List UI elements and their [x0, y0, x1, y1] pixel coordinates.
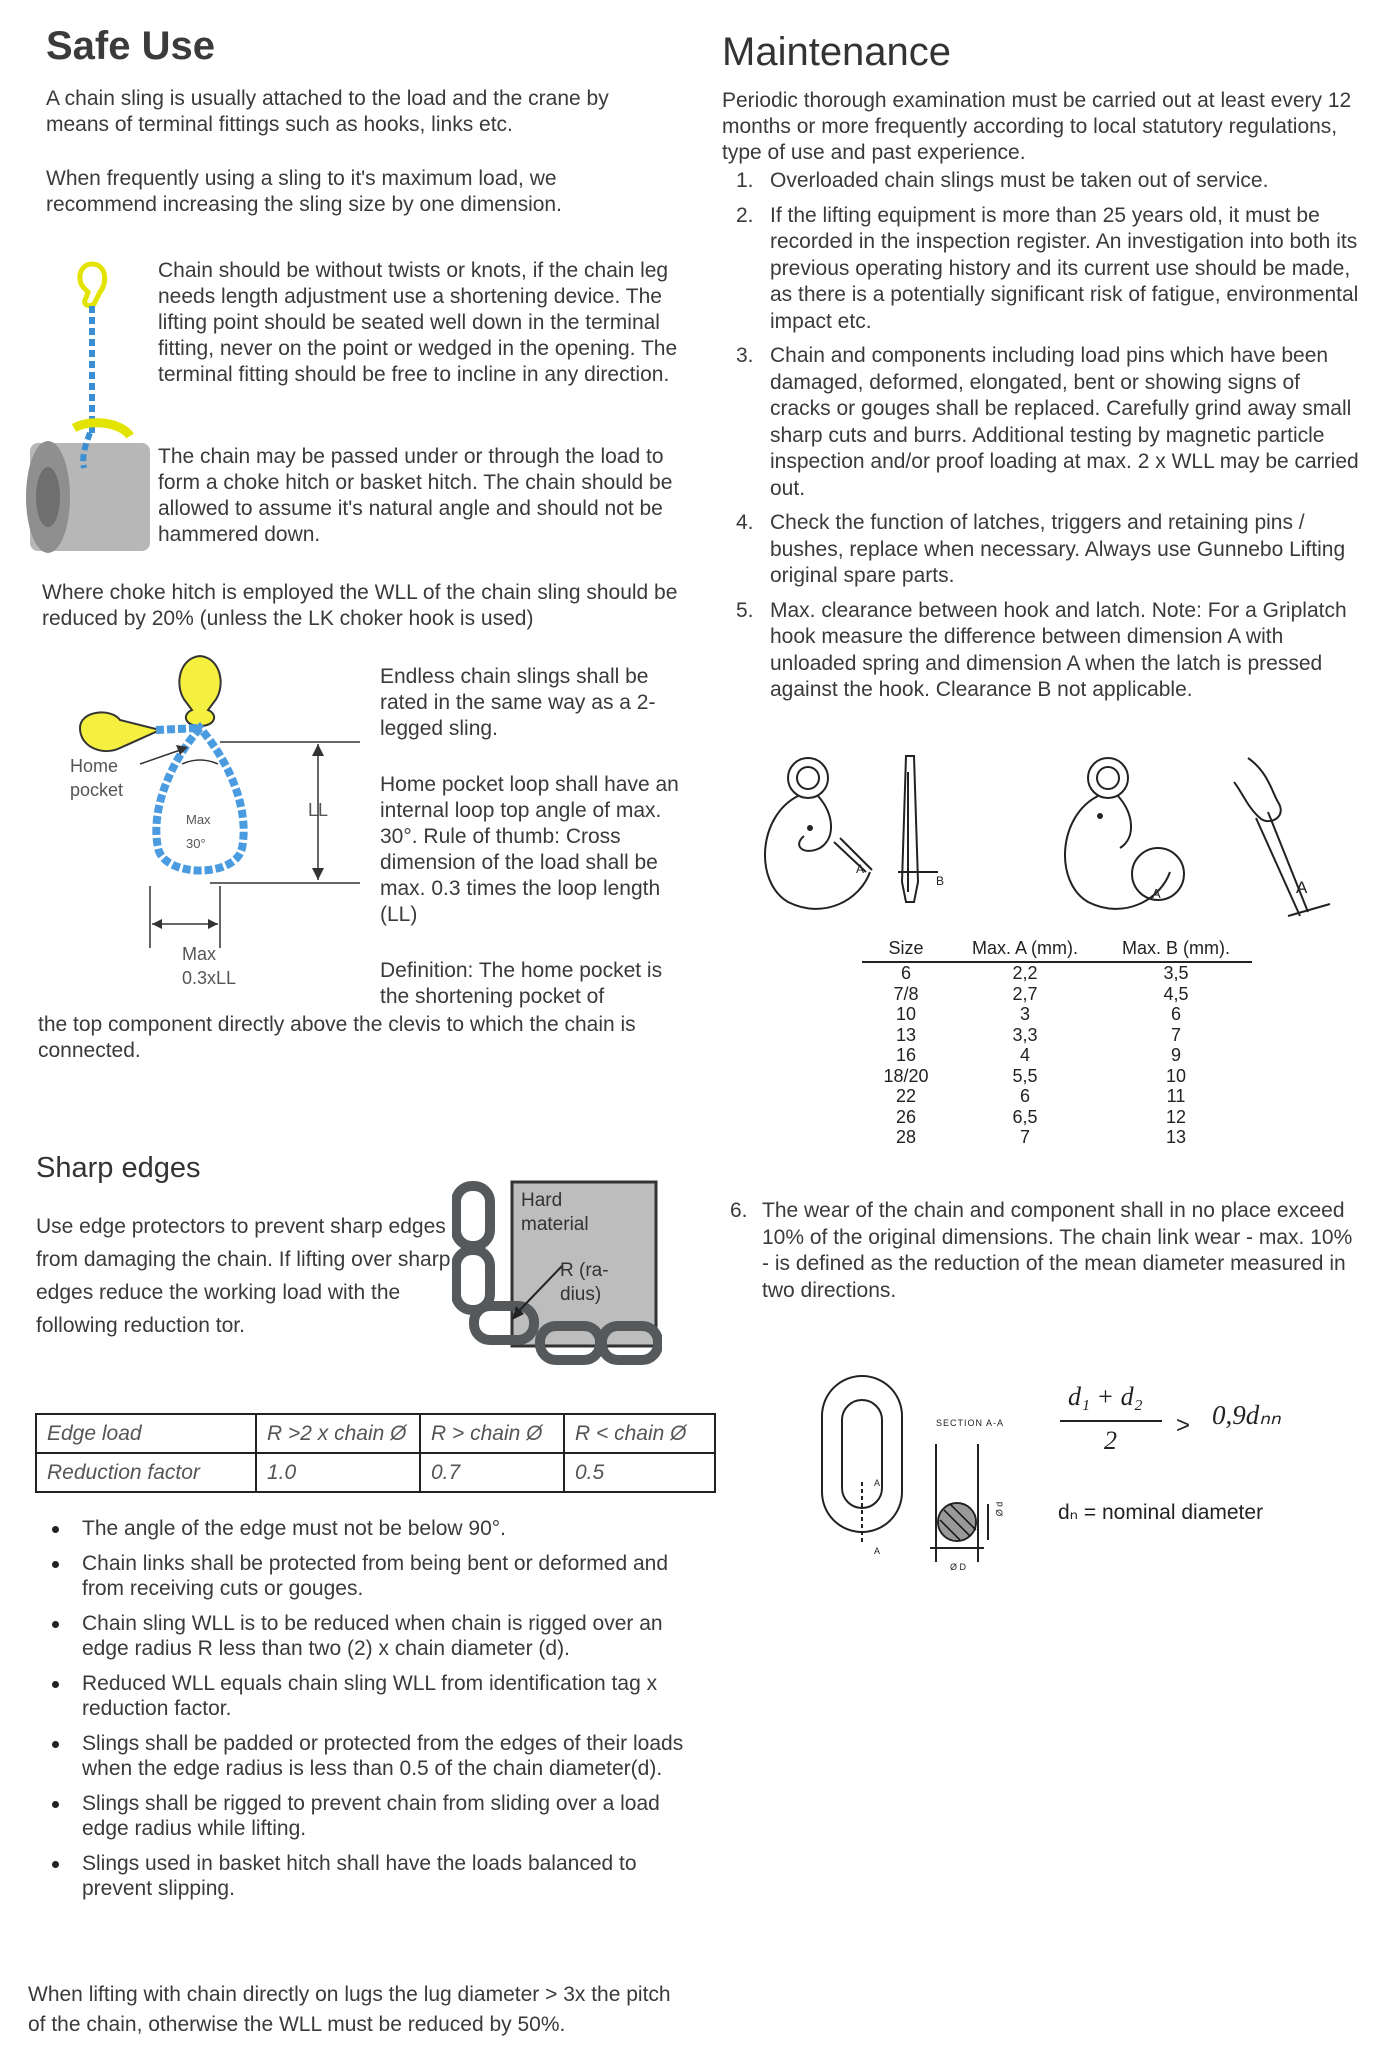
edge-reduction-table — [35, 1413, 716, 1493]
pocket-label: pocket — [70, 780, 124, 800]
formula-fraction-bar — [1060, 1420, 1162, 1422]
table-cell: 1.0 — [256, 1453, 420, 1492]
table-row: 28 7 13 — [895, 1127, 1187, 1148]
list-item: Chain sling WLL is to be reduced when chain is rigged over an edge radius R less than two (2) x chain diameter (d). — [36, 1611, 686, 1662]
list-item: Chain links shall be protected from being bent or deformed and from receiving cuts or gouges. — [36, 1551, 686, 1602]
section-a-top-label: A — [874, 1478, 881, 1488]
hook-a-label-1: A — [856, 862, 865, 876]
chain-link-section-diagram — [820, 1372, 1020, 1562]
clearance-table — [862, 938, 1252, 1148]
table-row — [36, 1414, 715, 1453]
hook-b-label: B — [936, 874, 945, 888]
table-row: 7/8 2,7 4,5 — [893, 983, 1189, 1004]
bottom-max-label: Max — [182, 944, 217, 964]
safe-use-max-load: When frequently using a sling to it's maximum load, we recommend increasing the sling size by one dimension. — [46, 167, 562, 216]
table-cell: Edge load — [36, 1414, 256, 1453]
section-D-label: Ø D — [950, 1562, 967, 1572]
table-header: Size — [862, 938, 950, 962]
maintenance-item-6: 6. The wear of the chain and component shall in no place exceed 10% of the original dimensions. The chain link wear - max. 10% - is defined as the reduction of the mean diameter measured in two directions. — [730, 1199, 1353, 1302]
formula-numerator: d₁ + d₂ — [1068, 1382, 1143, 1411]
table-row: 6 2,2 3,5 — [900, 963, 1189, 984]
formula-greater-than: > — [1176, 1412, 1191, 1439]
chain-twists-text: Chain should be without twists or knots, if the chain leg needs length adjustment use a shortening device. The lifting point should be seated well down in the terminal fitting, never on the point or wedged in the opening. The terminal fitting should be free to incline in any direction. — [158, 259, 678, 386]
list-item: Slings shall be rigged to prevent chain from sliding over a load edge radius while lifting. — [36, 1791, 686, 1842]
max-angle-label: Max — [186, 812, 211, 827]
section-d-label: Ø d — [994, 1501, 1005, 1517]
list-item: 2. If the lifting equipment is more than 25 years old, it must be recorded in the inspection register. An investigation into both its previous operating history and its current use should be made, as there is a potentially significant risk of fatigue, environmental impact etc. — [736, 203, 1359, 333]
formula-denominator: 2 — [1104, 1426, 1117, 1455]
hook-a-label-3: A — [1296, 878, 1308, 897]
loop-length-label: LL — [308, 800, 329, 820]
material-label: material — [521, 1214, 589, 1235]
table-cell: R >2 x chain Ø — [256, 1414, 420, 1453]
table-cell: 0.7 — [420, 1453, 564, 1492]
section-a-bottom-label: A — [874, 1546, 881, 1556]
table-cell: R > chain Ø — [420, 1414, 564, 1453]
safe-use-title: Safe Use — [46, 24, 215, 68]
list-item: 4. Check the function of latches, triggers and retaining pins / bushes, replace when necessary. Always use Gunnebo Lifting original spare parts. — [736, 511, 1346, 587]
section-label: SECTION A-A — [936, 1418, 1005, 1428]
maintenance-intro: Periodic thorough examination must be carried out at least every 12 months or more frequently according to local statutory regulations, type of use and past experience. — [722, 89, 1352, 164]
sharp-edges-bullet-list — [36, 1516, 686, 1911]
list-item: 1. Overloaded chain slings must be taken out of service. — [736, 169, 1269, 192]
hook-clearance-drawings — [748, 752, 1368, 932]
hard-label: Hard — [521, 1190, 563, 1211]
list-item: Reduced WLL equals chain sling WLL from identification tag x reduction factor. — [36, 1671, 686, 1722]
home-label: Home — [70, 756, 119, 776]
table-row: 26 6,5 12 — [895, 1106, 1187, 1127]
choke-hitch-text: The chain may be passed under or through the load to form a choke hitch or basket hitch. The chain should be allowed to assume it's natural angle and should not be hammered down. — [158, 445, 673, 546]
maintenance-list — [722, 168, 1362, 712]
table-cell: Reduction factor — [36, 1453, 256, 1492]
bottom-value-label: 0.3xLL — [182, 968, 237, 988]
home-pocket-loop-text: Home pocket loop shall have an internal loop top angle of max. 30°. Rule of thumb: Cross dimension of the load shall be max. 0.3 times the loop length (LL) — [380, 773, 679, 926]
table-header-row — [862, 938, 1252, 962]
definition-text-2: the top component directly above the clevis to which the chain is connected. — [38, 1013, 636, 1062]
home-pocket-diagram — [60, 648, 380, 1008]
table-cell: R < chain Ø — [564, 1414, 715, 1453]
list-item: Slings shall be padded or protected from the edges of their loads when the edge radius is less than 0.5 of the chain diameter(d). — [36, 1731, 686, 1782]
table-header: Max. A (mm). — [950, 938, 1100, 962]
list-item: Slings used in basket hitch shall have the loads balanced to prevent slipping. — [36, 1851, 686, 1902]
sharp-edges-text: Use edge protectors to prevent sharp edges from damaging the chain. If lifting over sharp edges reduce the working load with the following reduction tor. — [36, 1215, 451, 1337]
table-row: 22 6 11 — [895, 1086, 1186, 1107]
safe-use-intro: A chain sling is usually attached to the load and the crane by means of terminal fittings such as hooks, links etc. — [46, 87, 609, 136]
maintenance-title: Maintenance — [722, 30, 952, 74]
table-cell: 0.5 — [564, 1453, 715, 1492]
chain-sling-load-illustration — [22, 258, 162, 568]
nominal-diameter-legend: dₙ = nominal diameter — [1058, 1501, 1264, 1524]
lugs-text: When lifting with chain directly on lugs the lug diameter > 3x the pitch of the chain, otherwise the WLL must be reduced by 50%. — [28, 1983, 671, 2036]
list-item: The angle of the edge must not be below 90°. — [36, 1516, 686, 1542]
table-row: 16 4 9 — [895, 1045, 1181, 1066]
formula-rhs: 0,9dₙₙ — [1212, 1400, 1281, 1430]
radius-label-2: dius) — [560, 1284, 602, 1305]
radius-label-1: R (ra- — [560, 1260, 609, 1281]
hook-a-label-2: A — [1152, 886, 1161, 901]
table-row — [36, 1453, 715, 1492]
sharp-edges-title: Sharp edges — [36, 1152, 201, 1184]
table-row: 13 3,3 7 — [895, 1024, 1181, 1045]
endless-sling-text: Endless chain slings shall be rated in the same way as a 2-legged sling. — [380, 665, 656, 740]
list-item: 3. Chain and components including load pins which have been damaged, deformed, elongated, bent or showing signs of cracks or gouges shall be replaced. Carefully grind away small sharp cuts and burrs. Additional testing by magnetic particle inspection and/or proof loading at max. 2 x WLL may be carried out. — [736, 344, 1359, 500]
definition-text-1: Definition: The home pocket is the shortening pocket of — [380, 959, 663, 1008]
angle-value-label: 30° — [186, 836, 206, 851]
table-row: 10 3 6 — [895, 1004, 1181, 1025]
list-item: 5. Max. clearance between hook and latch. Note: For a Griplatch hook measure the difference between dimension A with unloaded spring and dimension A when the latch is pressed against the hook. Clearance B not applicable. — [736, 598, 1347, 701]
table-header: Max. B (mm). — [1100, 938, 1252, 962]
choke-wll-text: Where choke hitch is employed the WLL of the chain sling should be reduced by 20% (unless the LK choker hook is used) — [42, 581, 678, 630]
table-row: 18/20 5,5 10 — [883, 1065, 1187, 1086]
